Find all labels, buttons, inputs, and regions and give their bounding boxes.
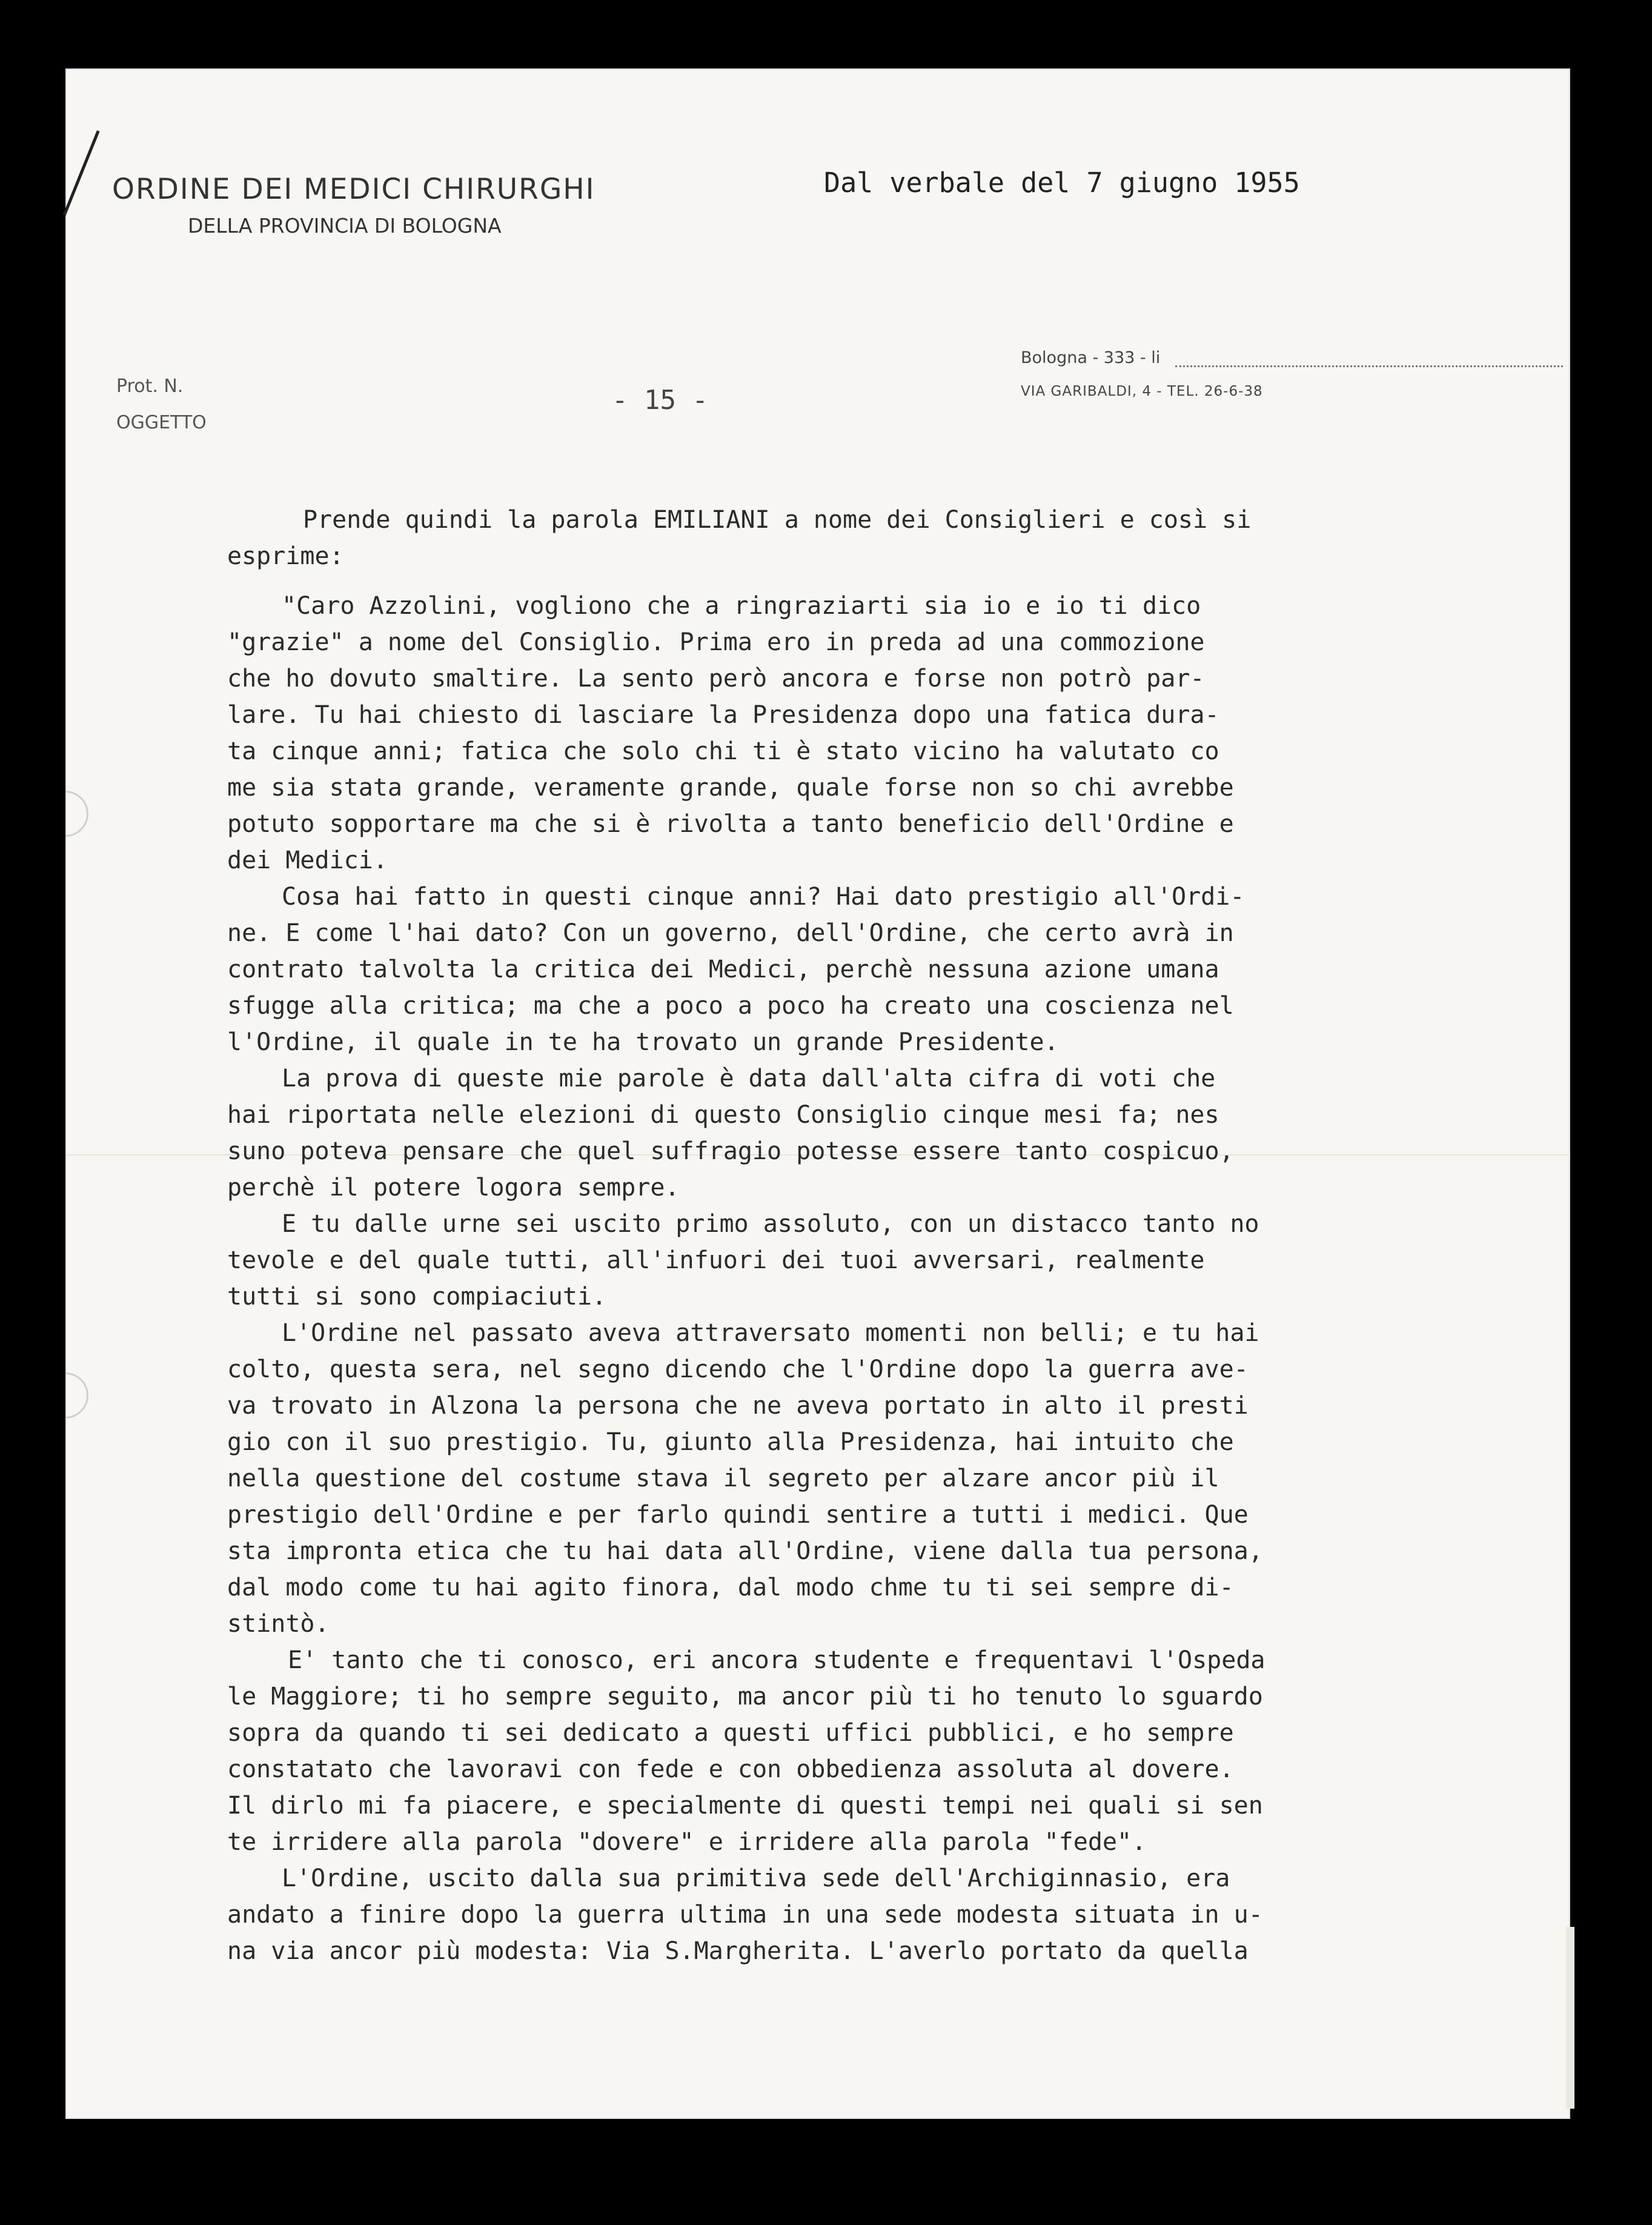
body-line: sta impronta etica che tu hai data all'Ordine, viene dalla tua persona, xyxy=(227,1537,1263,1565)
body-line: constatato che lavoravi con fede e con obbedienza assoluta al dovere. xyxy=(227,1755,1234,1783)
body-line: sopra da quando ti sei dedicato a questi uffici pubblici, e ho sempre xyxy=(227,1719,1234,1747)
body-line: E' tanto che ti conosco, eri ancora studente e frequentavi l'Ospeda xyxy=(288,1646,1266,1674)
address-city: Bologna - 333 - li xyxy=(1021,348,1161,367)
body-line: esprime: xyxy=(227,542,344,570)
body-line: ne. E come l'hai dato? Con un governo, dell'Ordine, che certo avrà in xyxy=(227,919,1234,947)
body-line: stintò. xyxy=(227,1610,330,1638)
oggetto-label: OGGETTO xyxy=(116,412,207,433)
body-line: l'Ordine, il quale in te ha trovato un grande Presidente. xyxy=(227,1028,1059,1056)
prot-label: Prot. N. xyxy=(116,376,184,397)
body-line: tutti si sono compiaciuti. xyxy=(227,1283,607,1311)
sheet-edge xyxy=(1566,1927,1574,2109)
body-line: L'Ordine nel passato aveva attraversato momenti non belli; e tu hai xyxy=(282,1319,1259,1347)
body-line: E tu dalle urne sei uscito primo assoluto, con un distacco tanto no xyxy=(282,1210,1259,1238)
body-line: hai riportata nelle elezioni di questo Consiglio cinque mesi fa; nes xyxy=(227,1101,1219,1129)
body-line: andato a finire dopo la guerra ultima in una sede modesta situata in u- xyxy=(227,1901,1263,1929)
body-line: gio con il suo prestigio. Tu, giunto alla Presidenza, hai intuito che xyxy=(227,1428,1234,1456)
body-line: colto, questa sera, nel segno dicendo che l'Ordine dopo la guerra ave- xyxy=(227,1355,1249,1383)
body-line: che ho dovuto smaltire. La sento però ancora e forse non potrò par- xyxy=(227,665,1205,693)
pen-mark xyxy=(63,130,100,216)
body-line: nella questione del costume stava il segreto per alzare ancor più il xyxy=(227,1465,1219,1492)
body-line: na via ancor più modesta: Via S.Margherita. L'averlo portato da quella xyxy=(227,1937,1249,1965)
punch-hole-top xyxy=(33,781,98,846)
page-number: - 15 - xyxy=(612,385,708,416)
body-line: dei Medici. xyxy=(227,846,388,874)
letterhead-title: ORDINE DEI MEDICI CHIRURGHI xyxy=(112,173,595,206)
punch-hole-bottom xyxy=(33,1363,98,1428)
body-line: "Caro Azzolini, vogliono che a ringraziarti sia io e io ti dico xyxy=(282,592,1201,620)
body-line: "grazie" a nome del Consiglio. Prima ero in preda ad una commozione xyxy=(227,628,1205,656)
body-line: le Maggiore; ti ho sempre seguito, ma ancor più ti ho tenuto lo sguardo xyxy=(227,1683,1263,1711)
body-line: prestigio dell'Ordine e per farlo quindi sentire a tutti i medici. Que xyxy=(227,1501,1249,1529)
body-line: potuto sopportare ma che si è rivolta a tanto beneficio dell'Ordine e xyxy=(227,810,1234,838)
body-line: Il dirlo mi fa piacere, e specialmente di questi tempi nei quali si sen xyxy=(227,1792,1263,1820)
letterhead-subtitle: DELLA PROVINCIA DI BOLOGNA xyxy=(188,214,502,238)
body-line: tevole e del quale tutti, all'infuori dei tuoi avversari, realmente xyxy=(227,1246,1205,1274)
body-line: Cosa hai fatto in questi cinque anni? Hai dato prestigio all'Ordi- xyxy=(282,883,1245,911)
body-line: contrato talvolta la critica dei Medici, perchè nessuna azione umana xyxy=(227,956,1219,983)
body-line: La prova di queste mie parole è data dall'alta cifra di voti che xyxy=(282,1065,1216,1093)
body-line: te irridere alla parola "dovere" e irridere alla parola "fede". xyxy=(227,1828,1147,1856)
body-line: me sia stata grande, veramente grande, quale forse non so chi avrebbe xyxy=(227,774,1234,802)
minutes-date-note: Dal verbale del 7 giugno 1955 xyxy=(824,167,1300,199)
body-line: perchè il potere logora sempre. xyxy=(227,1174,680,1202)
body-line: lare. Tu hai chiesto di lasciare la Presidenza dopo una fatica dura- xyxy=(227,701,1219,729)
body-line: va trovato in Alzona la persona che ne aveva portato in alto il presti xyxy=(227,1392,1249,1420)
body-line: sfugge alla critica; ma che a poco a poco ha creato una coscienza nel xyxy=(227,992,1234,1020)
document-page xyxy=(67,70,1569,2118)
address-street: VIA GARIBALDI, 4 - TEL. 26-6-38 xyxy=(1021,384,1263,399)
body-line: Prende quindi la parola EMILIANI a nome dei Consiglieri e così si xyxy=(303,506,1252,534)
body-line: L'Ordine, uscito dalla sua primitiva sede dell'Archiginnasio, era xyxy=(282,1864,1230,1892)
body-line: dal modo come tu hai agito finora, dal modo chme tu ti sei sempre di- xyxy=(227,1574,1234,1601)
date-fill-line xyxy=(1175,365,1563,367)
body-line: ta cinque anni; fatica che solo chi ti è stato vicino ha valutato co xyxy=(227,737,1219,765)
body-line: suno poteva pensare che quel suffragio potesse essere tanto cospicuo, xyxy=(227,1137,1234,1165)
